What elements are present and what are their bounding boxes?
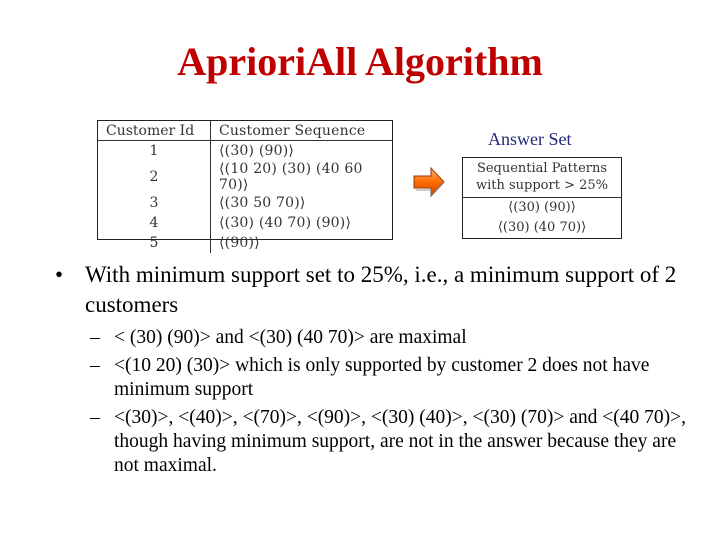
customer-id-cell: 4 — [98, 213, 211, 233]
bullet-list — [52, 260, 692, 482]
customer-id-cell: 3 — [98, 193, 211, 213]
answer-pattern: ⟨(30) (40 70)⟩ — [497, 220, 587, 235]
bullet-text: With minimum support set to 25%, i.e., a minimum support of 2 customers — [85, 262, 677, 317]
table-row — [98, 233, 392, 253]
sub-bullet-item — [90, 354, 692, 402]
table-row — [98, 161, 392, 193]
answer-set-header — [463, 158, 621, 198]
sub-bullet-text: < (30) (90)> and <(30) (40 70)> are maximal — [114, 327, 467, 348]
table-row — [98, 141, 392, 162]
answer-set-label: Answer Set — [488, 129, 572, 149]
dash-icon: – — [90, 355, 100, 376]
table-header-customer-id: Customer Id — [98, 121, 211, 141]
customer-id-cell: 2 — [98, 161, 211, 193]
customer-sequence-cell: ⟨(30 50 70)⟩ — [219, 195, 306, 211]
customer-sequence-cell: ⟨(90)⟩ — [219, 235, 260, 251]
sub-bullet-text: <(10 20) (30)> which is only supported by customer 2 does not have minimum support — [114, 355, 650, 400]
dash-icon: – — [90, 407, 100, 428]
bullet-item — [52, 260, 692, 320]
customer-sequence-table — [97, 120, 393, 251]
answer-header-line1: Sequential Patterns — [476, 161, 608, 176]
customer-sequence-cell: ⟨(30) (40 70) (90)⟩ — [219, 215, 352, 231]
sub-bullet-item — [90, 406, 692, 478]
answer-header-line2: with support > 25% — [475, 178, 609, 193]
bullet-dot-icon: • — [55, 262, 64, 287]
right-arrow-icon — [412, 165, 446, 199]
slide-title: AprioriAll Algorithm — [177, 39, 543, 84]
table-row — [98, 193, 392, 213]
table-row — [98, 213, 392, 233]
sub-bullet-item — [90, 326, 692, 350]
customer-id-cell: 1 — [98, 141, 211, 162]
customer-id-cell: 5 — [98, 233, 211, 253]
customer-sequence-cell: ⟨(10 20) (30) (40 60 70)⟩ — [219, 161, 363, 193]
answer-set-table — [462, 157, 622, 239]
customer-sequence-cell: ⟨(30) (90)⟩ — [219, 143, 295, 159]
sub-bullet-list — [52, 326, 692, 478]
answer-pattern: ⟨(30) (90)⟩ — [508, 200, 576, 215]
dash-icon: – — [90, 327, 100, 348]
table-header-customer-sequence: Customer Sequence — [211, 121, 393, 141]
sub-bullet-text: <(30)>, <(40)>, <(70)>, <(90)>, <(30) (40)>, <(30) (70)> and <(40 70)>, though having minimum support, are not in the answer because they are not maximal. — [114, 407, 687, 476]
